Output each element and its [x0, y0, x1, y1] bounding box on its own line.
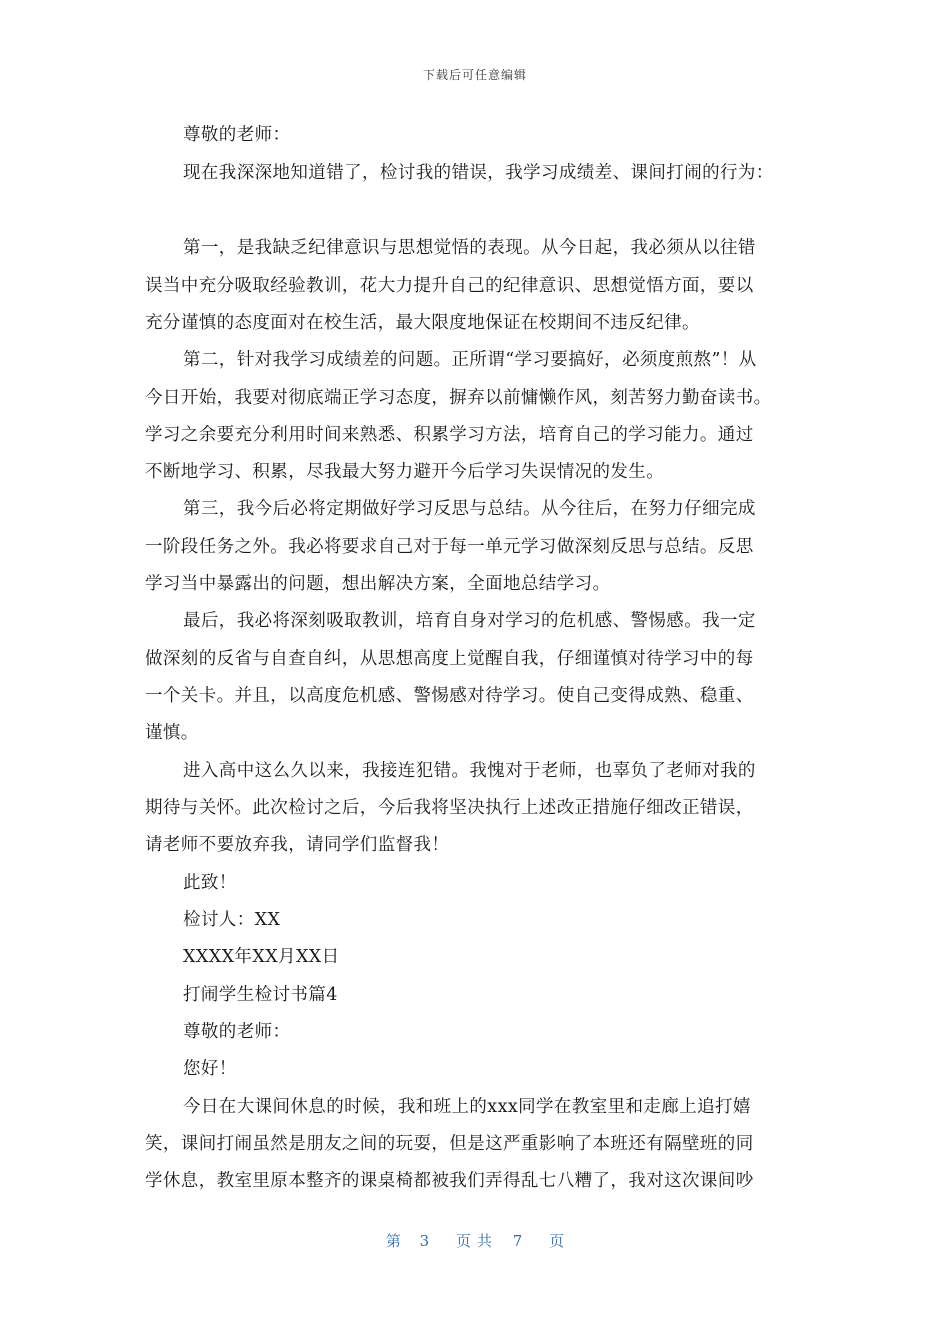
paragraph-line: 第一，是我缺乏纪律意识与思想觉悟的表现。从今日起，我必须从以往错	[183, 238, 756, 258]
paragraph-line: 今日开始，我要对彻底端正学习态度，摒弃以前慵懒作风，刻苦努力勤奋读书。	[145, 388, 772, 408]
paragraph-line: 学休息，教室里原本整齐的课桌椅都被我们弄得乱七八糟了，我对这次课间吵	[145, 1171, 754, 1191]
paragraph-line: 学习当中暴露出的问题，想出解决方案，全面地总结学习。	[145, 574, 611, 594]
paragraph-line: 笑，课间打闹虽然是朋友之间的玩耍，但是这严重影响了本班还有隔壁班的同	[145, 1134, 754, 1154]
footer-total-pages: 7	[512, 1232, 523, 1250]
page-header: 下载后可任意编辑	[422, 68, 527, 82]
section-title: 打闹学生检讨书篇4	[183, 985, 338, 1005]
footer-suffix: 页	[549, 1232, 565, 1250]
closing-line: 此致！	[183, 873, 237, 893]
paragraph-line: 一个关卡。并且，以高度危机感、警惕感对待学习。使自己变得成熟、稳重、	[145, 686, 754, 706]
paragraph-line: 充分谨慎的态度面对在校生活，最大限度地保证在校期间不违反纪律。	[145, 313, 700, 333]
paragraph-line: 一阶段任务之外。我必将要求自己对于每一单元学习做深刻反思与总结。反思	[145, 537, 754, 557]
footer-middle: 页共	[455, 1232, 498, 1250]
greeting-line: 您好！	[183, 1059, 237, 1079]
paragraph-line: 不断地学习、积累，尽我最大努力避开今后学习失误情况的发生。	[145, 462, 665, 482]
page-footer	[0, 1230, 950, 1251]
footer-page-number: 3	[419, 1232, 430, 1250]
salutation: 尊敬的老师：	[183, 125, 291, 145]
paragraph-line: 请老师不要放弃我，请同学们监督我！	[145, 835, 450, 855]
paragraph-line: 做深刻的反省与自查自纠，从思想高度上觉醒自我，仔细谨慎对待学习中的每	[145, 649, 754, 669]
paragraph-line: 今日在大课间休息的时候，我和班上的xxx同学在教室里和走廊上追打嬉	[183, 1097, 751, 1117]
paragraph-line: 第三，我今后必将定期做好学习反思与总结。从今往后，在努力仔细完成	[183, 499, 756, 519]
signature-line: 检讨人：XX	[183, 910, 281, 930]
paragraph-line: 误当中充分吸取经验教训，花大力提升自己的纪律意识、思想觉悟方面，要以	[145, 276, 754, 296]
paragraph-line: 期待与关怀。此次检讨之后，今后我将坚决执行上述改正措施仔细改正错误，	[145, 798, 754, 818]
paragraph-line: 进入高中这么久以来，我接连犯错。我愧对于老师，也辜负了老师对我的	[183, 761, 756, 781]
paragraph-line: 最后，我必将深刻吸取教训，培育自身对学习的危机感、警惕感。我一定	[183, 611, 756, 631]
intro-line: 现在我深深地知道错了，检讨我的错误，我学习成绩差、课间打闹的行为：	[183, 163, 774, 183]
paragraph-line: 第二，针对我学习成绩差的问题。正所谓“学习要搞好，必须度煎熬”！从	[183, 350, 757, 370]
paragraph-line: 学习之余要充分利用时间来熟悉、积累学习方法，培育自己的学习能力。通过	[145, 425, 754, 445]
salutation: 尊敬的老师：	[183, 1022, 291, 1042]
date-line: XXXX年XX月XX日	[183, 947, 340, 967]
paragraph-line: 谨慎。	[145, 723, 199, 743]
footer-prefix: 第	[385, 1232, 401, 1250]
